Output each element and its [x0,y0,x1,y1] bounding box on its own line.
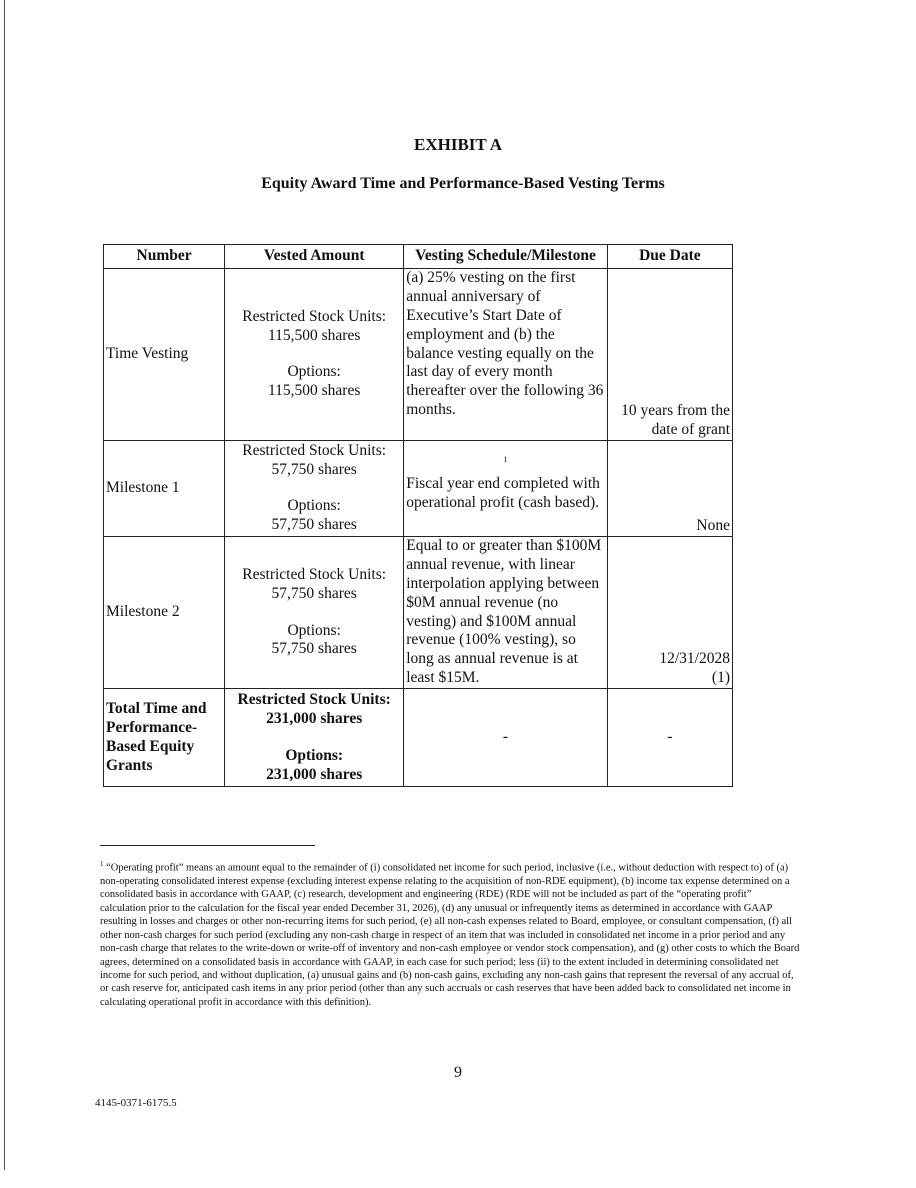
rsu-shares: 57,750 shares [271,460,357,478]
header-vesting-schedule: Vesting Schedule/Milestone [404,245,608,269]
due-line-1: 12/31/2028 [659,650,730,668]
rsu-shares: 57,750 shares [271,584,357,602]
row-vested-amount [225,268,404,440]
rsu-label: Restricted Stock Units: [237,690,391,708]
table-row [104,440,733,536]
header-number: Number [104,245,225,269]
rsu-label: Restricted Stock Units: [242,307,387,325]
row-schedule: Equal to or greater than $100M annual revenue, with linear interpolation applying between $0M annual revenue (no vesting) and $100M annual revenue (100% vesting), so long as annual revenue is at least $15M. [404,536,608,688]
options-label: Options: [287,621,341,639]
row-schedule: - [404,689,608,787]
options-shares: 115,500 shares [267,382,361,400]
exhibit-subtitle: Equity Award Time and Performance-Based Vesting Terms [261,175,665,192]
options-shares: 57,750 shares [271,516,357,534]
row-vested-amount [225,689,404,787]
row-vested-amount [225,440,404,536]
due-line-2: (1) [711,669,730,687]
rsu-label: Restricted Stock Units: [242,441,387,459]
table-row [104,268,733,440]
row-number: Milestone 1 [104,440,225,536]
options-shares: 57,750 shares [271,640,357,658]
options-label: Options: [287,363,341,381]
rsu-shares: 115,500 shares [267,326,361,344]
row-number: Total Time and Performance-Based Equity Grants [104,689,225,787]
row-due-date [607,536,732,688]
table-row [104,536,733,688]
document-id: 4145-0371-6175.5 [95,1097,177,1109]
rsu-label: Restricted Stock Units: [242,565,387,583]
equity-award-table [103,244,733,787]
row-vested-amount [225,536,404,688]
exhibit-title: EXHIBIT A [413,135,503,154]
schedule-text: Fiscal year end completed with operational profit (cash based). [406,474,600,511]
header-due-date: Due Date [607,245,732,269]
options-shares: 231,000 shares [266,765,363,783]
footnote-text: “Operating profit” means an amount equal to the remainder of (i) consolidated net income for such period, inclusive (i.e., without deduction with respect to) of (a) non-operating consolidated interest expense (excluding interest expense relating to the acquisition of non-RDE equipment), (b) income tax expense determined on a consolidated basis in accordance with GAAP, (c) research, development and engineering (RDE) (RDE will not be included as part of the “operating profit” calculation prior to the calculation for the fiscal year ended December 31, 2026), (d) any unusual or infrequently items as determined in accordance with GAAP resulting in losses and charges or other non-recurring items for such period, (e) all non-cash expenses related to Board, employee, or consultant compensation, (f) all other non-cash charges for such period (excluding any non-cash charge in respect of an item that was included in consolidated net income in a prior period and any non-cash charge that relates to the write-down or write-off of inventory and non-cash employee or vendor stock compensation), and (g) other costs to which the Board agrees, determined on a consolidated basis in accordance with GAAP, in each case for such period; less (ii) to the extent included in determining consolidated net income for such period, and without duplication, (a) unusual gains and (b) non-cash gains, excluding any non-cash gains that represent the reversal of any accrual of, or cash reserve for, anticipated cash items in any prior period (other than any such accruals or cash reserves that have been added back to consolidated net income in calculating operational profit in accordance with this definition). [100,862,800,1008]
row-schedule: (a) 25% vesting on the first annual anniversary of Executive’s Start Date of employment and (b) the balance vesting equally on the last day of every month thereafter over the following 36 months. [404,268,608,440]
row-number: Milestone 2 [104,536,225,688]
footnote-reference[interactable]: 1 [503,454,508,464]
page-number: 9 [454,1064,462,1081]
footnote [100,860,800,1009]
row-due-date: None [607,440,732,536]
row-number: Time Vesting [104,268,225,440]
row-due-date: - [607,689,732,787]
table-header-row [104,245,733,269]
row-due-date [607,268,732,440]
due-line-2: date of grant [651,421,730,438]
header-vested-amount: Vested Amount [225,245,404,269]
options-label: Options: [287,497,341,515]
due-line-1: 10 years from the [621,402,730,420]
row-schedule [404,440,608,536]
footnote-divider [100,845,315,846]
options-label: Options: [285,746,344,764]
table-row [104,689,733,787]
footnote-mark: 1 [100,860,104,868]
rsu-shares: 231,000 shares [266,709,363,727]
